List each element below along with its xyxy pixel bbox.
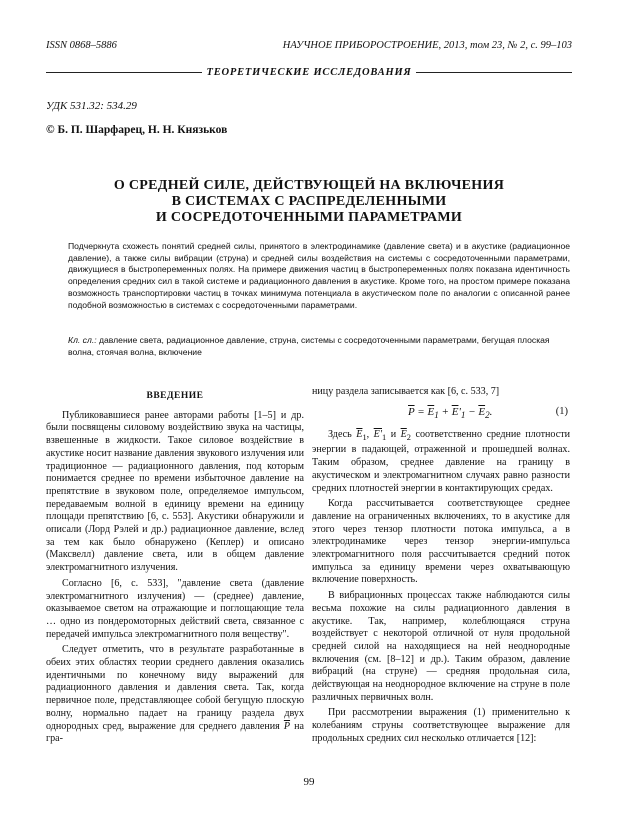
eq-plus: + — [438, 405, 452, 418]
keywords — [68, 335, 570, 358]
authors: © Б. П. Шарфарец, Н. Н. Князьков — [46, 124, 228, 136]
eq-lhs: $\overline{P}$ — [408, 405, 415, 418]
eq-equals: = — [414, 405, 428, 418]
rp1-start: Здесь — [328, 428, 352, 440]
udk-code: УДК 531.32: 534.29 — [46, 100, 137, 112]
keywords-text: давление света, радиационное давление, струна, системы с сосредоточенными параметрами, бегущая плоская волна, стоячая волна, включение — [68, 335, 550, 357]
eq-term-3: $\overline{E}$ — [478, 405, 486, 418]
intro-paragraph-3 — [46, 644, 304, 746]
pressure-symbol: $\overline{P}$ — [283, 720, 291, 732]
running-header — [46, 40, 572, 51]
section-rule-left — [46, 72, 202, 73]
rp1-e1: $\overline{E}$ — [356, 428, 363, 440]
title-line-2: В СИСТЕМАХ С РАСПРЕДЕЛЕННЫМИ — [171, 194, 447, 209]
right-paragraph-3: В вибрационных процессах также наблюдаются силы весьма похожие на силы радиационного давления в акустике. Так, например, колеблющаяся струна воздействует с некоторой отличной от нуля продольной средней силой на находящиеся на ней неоднородные включения (см. [8–12] и др.). Таким образом, давление вибраций (на струне) — средняя продольная сила, действующая на неоднородное включение на струне в поле различных первичных волн. — [312, 590, 570, 703]
eq-end: . — [489, 405, 493, 418]
eq-term-1: $\overline{E}$ — [427, 405, 435, 418]
intro-paragraph-3-text: Следует отметить, что в результате разработанные в обеих этих областях теории среднего давления оказались идентичными по конечному виду выражений для радиационного давления и давления света. Так, когда первичное поле, представляющее собой бегущую плоскую волну, нормально падает на границу раздела двух однородных сред, выражение для среднего давления — [46, 644, 304, 732]
equation-number: (1) — [555, 405, 568, 417]
eq-term-1-sub: 1 — [434, 409, 439, 420]
right-paragraph-1 — [312, 429, 570, 496]
issn: ISSN 0868–5886 — [46, 40, 117, 51]
rp1-e3: $\overline{E}$ — [400, 428, 407, 440]
left-column — [46, 386, 304, 746]
intro-paragraph-1: Публиковавшиеся ранее авторами работы [1–5] и др. были посвящены силовому воздействию звука на частицы, взвешенные в жидкости. Такое силовое воздействие в акустике носит название давления звукового излучения или традиционное — радиационного давления, под которым понимается среднее по времени избыточное давление на препятствие в звуковом поле, определяемое импульсом, передаваемым волной в единицу времени на единицу площади препятствию [6, с. 553]. Акустики обнаружили и описали (Лорд Рэлей и др.) радиационное давление, вслед за тем как было обнаружено (Кеплер) и описано (Максвелл) давление света, или в общем давление электромагнитного излучения. — [46, 409, 304, 574]
right-paragraph-2: Когда рассчитывается соответствующее среднее давление на ограниченных включениях, то в акустике для этого через тензор плотности потока импульса, а в электродинамике через тензор энергии-импульса электромагнитного поля рассчитывается средний поток импульса за единицу времени через охватывающую включение поверхность. — [312, 498, 570, 586]
rp1-e2-sub: 1 — [382, 432, 387, 442]
rp1-sep: , — [366, 428, 370, 440]
title-line-1: О СРЕДНЕЙ СИЛЕ, ДЕЙСТВУЮЩЕЙ НА ВКЛЮЧЕНИЯ — [113, 178, 505, 193]
intro-paragraph-3-end: на гра- — [46, 720, 305, 745]
right-column — [312, 386, 570, 746]
section-title: ТЕОРЕТИЧЕСКИЕ ИССЛЕДОВАНИЯ — [206, 67, 412, 78]
eq-term-2-prime: ' — [458, 405, 461, 418]
rp1-e3-sub: 2 — [406, 432, 411, 442]
rp1-rest: соответственно средние плотности энергии в падающей, отраженной и прошедшей волнах. Таким образом, среднее давление на границу в акустическом и электромагнитном случаях равно разности средних плотностей энергии в контактирующих средах. — [312, 428, 571, 494]
equation-1 — [312, 403, 570, 425]
eq-term-2-sub: 1 — [460, 409, 466, 420]
keywords-label: Кл. сл.: — [68, 335, 97, 345]
continuation-line: ницу раздела записывается как [6, с. 533, 7] — [312, 386, 500, 397]
rp1-e1-sub: 1 — [362, 432, 367, 442]
abstract: Подчеркнута схожесть понятий средней силы, принятого в электродинамике (давление света) и в акустике (радиационное давление), а также силы вибрации (струна) и средней силы воздействия на системы с сосредоточенными параметрами, движущиеся в быстропеременных полях. На примере движения частиц в быстропеременных полях показана идентичность определения средних сил в такой системе и радиационного давления в акустике. Кроме того, на простом примере показана возможность транспортировки частиц в точках минимума потенциала в акустическом поле по аналогии с описанной ранее подобной возможностью в системах с сосредоточенными параметрами. — [68, 241, 570, 310]
section-rule-right — [416, 72, 572, 73]
title-line-3: И СОСРЕДОТОЧЕННЫМИ ПАРАМЕТРАМИ — [155, 210, 463, 225]
section-banner — [46, 67, 572, 78]
intro-heading: ВВЕДЕНИЕ — [146, 391, 204, 401]
right-paragraph-4: При рассмотрении выражения (1) применительно к колебаниям струны соответствующее выражение для продольных средних сил несколько отличается [12]: — [312, 707, 570, 744]
journal-citation: НАУЧНОЕ ПРИБОРОСТРОЕНИЕ, 2013, том 23, № 2, с. 99–103 — [282, 40, 572, 51]
eq-term-2: $\overline{E}$ — [451, 405, 459, 418]
eq-term-3-sub: 2 — [485, 409, 490, 420]
rp1-and: и — [390, 428, 397, 440]
rp1-e2: E' — [373, 428, 382, 440]
equation-1-body — [408, 406, 492, 422]
eq-minus: − — [465, 405, 479, 418]
intro-paragraph-2: Согласно [6, с. 533], "давление света (давление электромагнитного излучения) — (среднее) давление, оказываемое светом на отражающие и поглощающие тела … одно из пондеромоторных действий света, связанное с передачей импульса электромагнитного поля веществу". — [46, 577, 304, 640]
article-title — [60, 178, 558, 226]
page-number: 99 — [303, 776, 315, 788]
